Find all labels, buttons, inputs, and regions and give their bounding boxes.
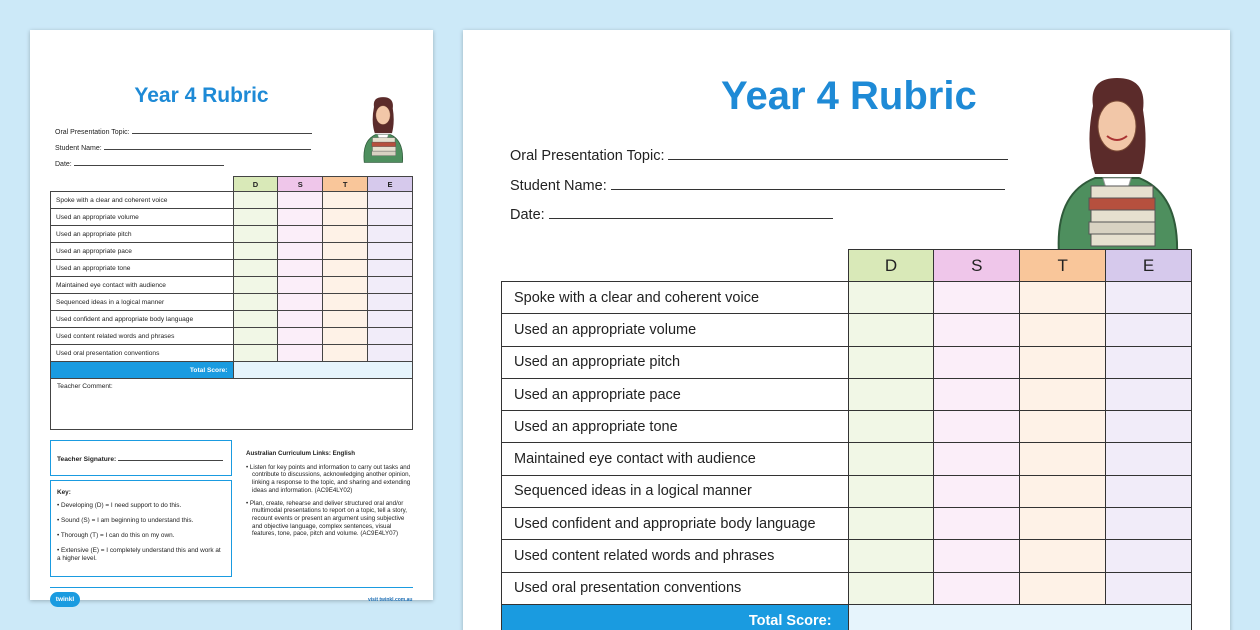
rubric-table bbox=[50, 176, 413, 379]
student-fields-large bbox=[510, 148, 1008, 237]
score-cell-s-large[interactable] bbox=[934, 475, 1020, 507]
score-cell-t-large[interactable] bbox=[1020, 378, 1106, 410]
criterion-label: Maintained eye contact with audience bbox=[51, 277, 234, 294]
criterion-row-large bbox=[502, 282, 1192, 314]
score-cell-e-large[interactable] bbox=[1106, 443, 1192, 475]
rubric-page-zoomed bbox=[463, 30, 1230, 630]
score-cell-e-large[interactable] bbox=[1106, 508, 1192, 540]
score-cell-d-large[interactable] bbox=[848, 475, 934, 507]
score-cell-s-large[interactable] bbox=[934, 282, 1020, 314]
criterion-label-large: Used an appropriate pace bbox=[502, 378, 849, 410]
criterion-row bbox=[51, 192, 413, 209]
criterion-row-large bbox=[502, 314, 1192, 346]
total-score-cell[interactable] bbox=[233, 362, 412, 379]
score-cell-t[interactable] bbox=[323, 328, 368, 345]
rubric-page-thumbnail bbox=[30, 30, 433, 603]
criterion-label-large: Used an appropriate pitch bbox=[502, 346, 849, 378]
topic-field-large: Oral Presentation Topic: bbox=[510, 148, 1008, 178]
score-cell-d[interactable] bbox=[233, 209, 278, 226]
score-cell-s-large[interactable] bbox=[934, 378, 1020, 410]
total-score-cell-large[interactable] bbox=[848, 604, 1191, 630]
twinkl-logo: twinkl bbox=[50, 592, 80, 607]
score-cell-d-large[interactable] bbox=[848, 443, 934, 475]
criterion-label-large: Sequenced ideas in a logical manner bbox=[502, 475, 849, 507]
criterion-label-large: Spoke with a clear and coherent voice bbox=[502, 282, 849, 314]
score-cell-d[interactable] bbox=[233, 294, 278, 311]
score-cell-e[interactable] bbox=[368, 192, 413, 209]
score-cell-e-large[interactable] bbox=[1106, 282, 1192, 314]
criterion-label: Used an appropriate pitch bbox=[51, 226, 234, 243]
score-cell-t-large[interactable] bbox=[1020, 572, 1106, 604]
score-cell-s[interactable] bbox=[278, 243, 323, 260]
teacher-illustration-large bbox=[1037, 76, 1197, 254]
total-score-row bbox=[51, 362, 413, 379]
criterion-row bbox=[51, 328, 413, 345]
page-title: Year 4 Rubric bbox=[134, 84, 269, 107]
score-cell-t[interactable] bbox=[323, 226, 368, 243]
topic-field: Oral Presentation Topic: bbox=[55, 125, 312, 141]
criterion-label-large: Used oral presentation conventions bbox=[502, 572, 849, 604]
teacher-signature-box: Teacher Signature: bbox=[50, 440, 232, 476]
score-cell-t-large[interactable] bbox=[1020, 314, 1106, 346]
curriculum-item: • Plan, create, rehearse and deliver structured oral and/or multimodal presentations to report on a topic, tell a story, recount events or present an argument using subjective and objective language, complex sentences, visual features, tone, pace, pitch and volume. (AC9E4LY07) bbox=[246, 499, 407, 538]
score-cell-e-large[interactable] bbox=[1106, 411, 1192, 443]
criterion-row-large bbox=[502, 540, 1192, 572]
criterion-label-large: Used an appropriate volume bbox=[502, 314, 849, 346]
score-cell-d[interactable] bbox=[233, 192, 278, 209]
score-cell-t[interactable] bbox=[323, 243, 368, 260]
score-cell-s-large[interactable] bbox=[934, 508, 1020, 540]
criterion-label: Spoke with a clear and coherent voice bbox=[51, 192, 234, 209]
score-cell-t-large[interactable] bbox=[1020, 540, 1106, 572]
criterion-row-large bbox=[502, 378, 1192, 410]
footer-url: visit twinkl.com.au bbox=[368, 597, 413, 603]
score-header-e-large: E bbox=[1106, 250, 1192, 282]
criterion-label-large: Used an appropriate tone bbox=[502, 411, 849, 443]
curriculum-links bbox=[246, 450, 416, 543]
score-cell-d-large[interactable] bbox=[848, 572, 934, 604]
score-header-d: D bbox=[233, 177, 278, 192]
criterion-label-large: Used content related words and phrases bbox=[502, 540, 849, 572]
score-cell-s-large[interactable] bbox=[934, 572, 1020, 604]
score-cell-d-large[interactable] bbox=[848, 378, 934, 410]
score-cell-e-large[interactable] bbox=[1106, 314, 1192, 346]
score-cell-d-large[interactable] bbox=[848, 540, 934, 572]
criterion-label-large: Used confident and appropriate body language bbox=[502, 508, 849, 540]
score-cell-t-large[interactable] bbox=[1020, 443, 1106, 475]
score-cell-t-large[interactable] bbox=[1020, 411, 1106, 443]
score-cell-e[interactable] bbox=[368, 328, 413, 345]
score-cell-e[interactable] bbox=[368, 311, 413, 328]
criterion-label: Used an appropriate volume bbox=[51, 209, 234, 226]
total-score-row-large bbox=[502, 604, 1192, 630]
key-box bbox=[50, 480, 232, 577]
score-cell-s[interactable] bbox=[278, 328, 323, 345]
total-score-label-large: Total Score: bbox=[502, 604, 849, 630]
criterion-label: Used confident and appropriate body language bbox=[51, 311, 234, 328]
score-cell-d[interactable] bbox=[233, 260, 278, 277]
score-header-row-large bbox=[502, 250, 1192, 282]
score-cell-t[interactable] bbox=[323, 277, 368, 294]
score-cell-t[interactable] bbox=[323, 311, 368, 328]
teacher-comment-box: Teacher Comment: bbox=[50, 379, 413, 430]
criterion-row-large bbox=[502, 443, 1192, 475]
score-cell-t[interactable] bbox=[323, 260, 368, 277]
score-cell-e[interactable] bbox=[368, 345, 413, 362]
date-field: Date: bbox=[55, 157, 312, 173]
curriculum-list bbox=[246, 464, 416, 538]
score-cell-t[interactable] bbox=[323, 294, 368, 311]
criterion-label: Used an appropriate tone bbox=[51, 260, 234, 277]
score-header-s: S bbox=[278, 177, 323, 192]
score-cell-s[interactable] bbox=[278, 277, 323, 294]
score-cell-e[interactable] bbox=[368, 209, 413, 226]
score-header-t: T bbox=[323, 177, 368, 192]
score-cell-d[interactable] bbox=[233, 226, 278, 243]
score-cell-s-large[interactable] bbox=[934, 540, 1020, 572]
key-item: • Developing (D) = I need support to do this. bbox=[57, 502, 182, 509]
score-header-s-large: S bbox=[934, 250, 1020, 282]
score-cell-s[interactable] bbox=[278, 311, 323, 328]
criterion-row bbox=[51, 260, 413, 277]
score-header-t-large: T bbox=[1020, 250, 1106, 282]
criterion-row bbox=[51, 209, 413, 226]
score-cell-e-large[interactable] bbox=[1106, 475, 1192, 507]
key-title: Key: bbox=[57, 489, 71, 496]
score-cell-s-large[interactable] bbox=[934, 443, 1020, 475]
curriculum-title: Australian Curriculum Links: English bbox=[246, 450, 355, 457]
score-cell-d[interactable] bbox=[233, 345, 278, 362]
score-cell-e[interactable] bbox=[368, 260, 413, 277]
key-item: • Sound (S) = I am beginning to understand this. bbox=[57, 517, 194, 524]
score-cell-e[interactable] bbox=[368, 277, 413, 294]
score-cell-s[interactable] bbox=[278, 226, 323, 243]
criterion-label-large: Maintained eye contact with audience bbox=[502, 443, 849, 475]
score-cell-s[interactable] bbox=[278, 192, 323, 209]
score-cell-t-large[interactable] bbox=[1020, 282, 1106, 314]
criterion-row bbox=[51, 226, 413, 243]
score-cell-d-large[interactable] bbox=[848, 411, 934, 443]
score-cell-d-large[interactable] bbox=[848, 508, 934, 540]
criterion-row bbox=[51, 243, 413, 260]
criterion-row-large bbox=[502, 346, 1192, 378]
criterion-label: Used oral presentation conventions bbox=[51, 345, 234, 362]
curriculum-item: • Listen for key points and information to carry out tasks and contribute to discussions, acknowledging another opinion, linking a response to the topic, and sharing and extending ideas and information. (AC9E4LY02) bbox=[246, 463, 411, 494]
score-cell-d[interactable] bbox=[233, 311, 278, 328]
criterion-row bbox=[51, 311, 413, 328]
score-cell-d[interactable] bbox=[233, 243, 278, 260]
score-cell-d[interactable] bbox=[233, 328, 278, 345]
score-cell-t-large[interactable] bbox=[1020, 346, 1106, 378]
key-list bbox=[57, 502, 225, 563]
criterion-row bbox=[51, 294, 413, 311]
criterion-row-large bbox=[502, 508, 1192, 540]
score-cell-e-large[interactable] bbox=[1106, 572, 1192, 604]
score-cell-t[interactable] bbox=[323, 345, 368, 362]
student-name-field: Student Name: bbox=[55, 141, 312, 157]
date-field-large: Date: bbox=[510, 207, 1008, 237]
score-cell-e[interactable] bbox=[368, 226, 413, 243]
criterion-label: Used content related words and phrases bbox=[51, 328, 234, 345]
score-cell-s-large[interactable] bbox=[934, 411, 1020, 443]
score-cell-e-large[interactable] bbox=[1106, 540, 1192, 572]
score-cell-s[interactable] bbox=[278, 345, 323, 362]
score-cell-d-large[interactable] bbox=[848, 282, 934, 314]
criterion-row-large bbox=[502, 572, 1192, 604]
criterion-row-large bbox=[502, 411, 1192, 443]
total-score-label: Total Score: bbox=[51, 362, 234, 379]
key-item: • Extensive (E) = I completely understand this and work at a higher level. bbox=[57, 547, 221, 562]
key-item: • Thorough (T) = I can do this on my own. bbox=[57, 532, 175, 539]
criterion-row bbox=[51, 277, 413, 294]
score-cell-e-large[interactable] bbox=[1106, 346, 1192, 378]
score-cell-d[interactable] bbox=[233, 277, 278, 294]
score-cell-e[interactable] bbox=[368, 243, 413, 260]
score-cell-e[interactable] bbox=[368, 294, 413, 311]
score-cell-t-large[interactable] bbox=[1020, 475, 1106, 507]
criterion-label: Sequenced ideas in a logical manner bbox=[51, 294, 234, 311]
rubric-table-large bbox=[501, 249, 1192, 630]
footer-divider bbox=[50, 587, 413, 588]
score-cell-d-large[interactable] bbox=[848, 314, 934, 346]
student-fields bbox=[55, 125, 312, 173]
criterion-label: Used an appropriate pace bbox=[51, 243, 234, 260]
score-cell-d-large[interactable] bbox=[848, 346, 934, 378]
score-cell-s[interactable] bbox=[278, 209, 323, 226]
criterion-row bbox=[51, 345, 413, 362]
score-cell-s[interactable] bbox=[278, 294, 323, 311]
score-header-row bbox=[51, 177, 413, 192]
page-title-large: Year 4 Rubric bbox=[721, 74, 977, 118]
criterion-row-large bbox=[502, 475, 1192, 507]
score-cell-t-large[interactable] bbox=[1020, 508, 1106, 540]
score-header-e: E bbox=[368, 177, 413, 192]
score-cell-s[interactable] bbox=[278, 260, 323, 277]
score-cell-e-large[interactable] bbox=[1106, 378, 1192, 410]
score-cell-t[interactable] bbox=[323, 209, 368, 226]
teacher-illustration bbox=[353, 85, 413, 173]
score-cell-s-large[interactable] bbox=[934, 314, 1020, 346]
score-cell-t[interactable] bbox=[323, 192, 368, 209]
score-header-d-large: D bbox=[848, 250, 934, 282]
score-cell-s-large[interactable] bbox=[934, 346, 1020, 378]
student-name-field-large: Student Name: bbox=[510, 178, 1008, 208]
